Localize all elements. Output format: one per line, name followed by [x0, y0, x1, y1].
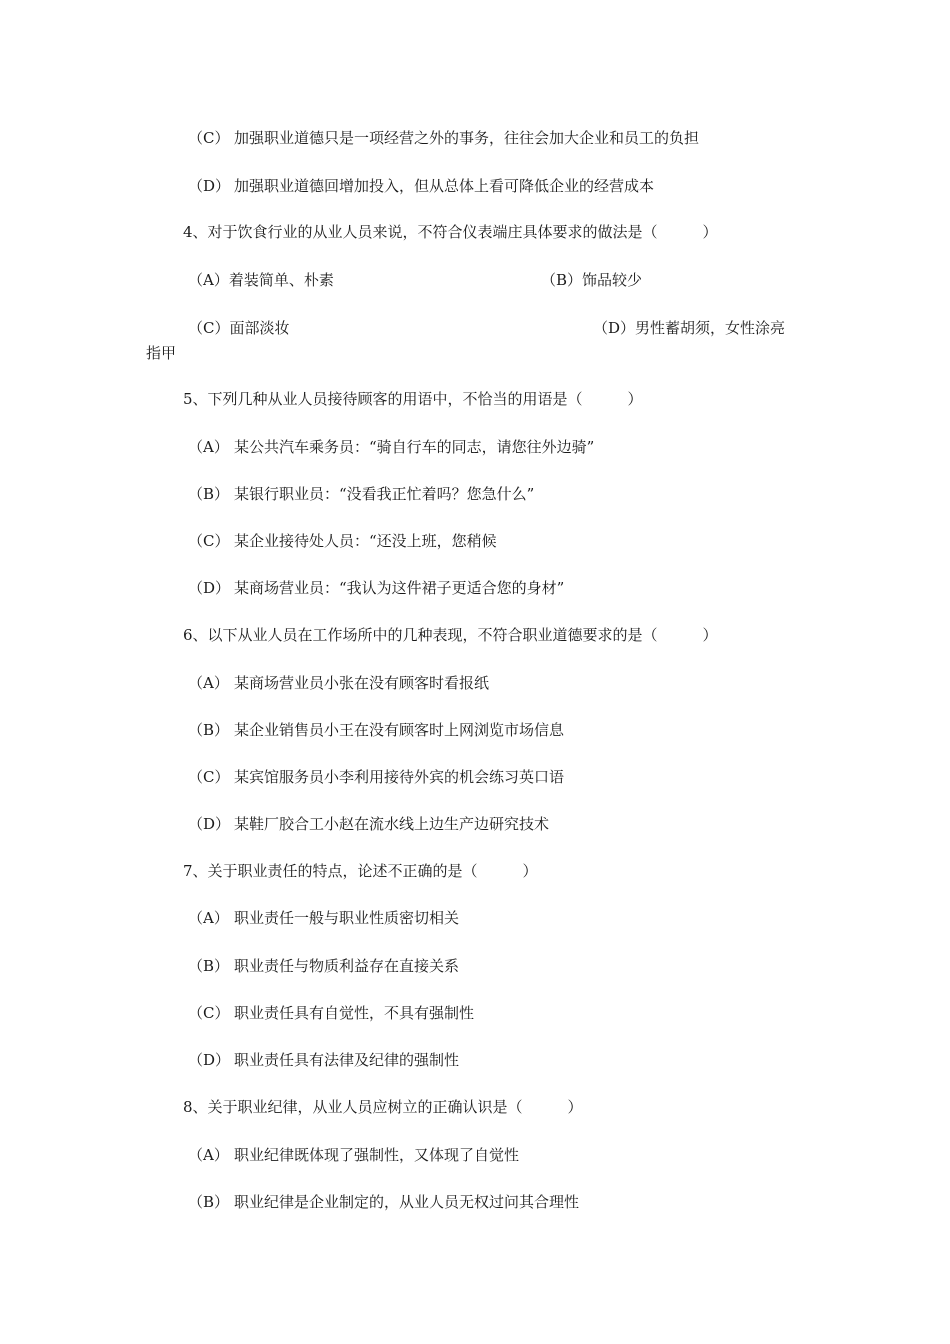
option-text: 职业责任具有自觉性，不具有强制性 — [234, 1004, 475, 1022]
option-label: （D） — [188, 579, 231, 597]
option-label: （B） — [188, 485, 230, 503]
q5-option-d — [188, 578, 564, 598]
option-text: 某鞋厂胶合工小赵在流水线上边生产边研究技术 — [234, 815, 550, 833]
option-label: （A） — [188, 674, 229, 692]
option-text: 职业纪律既体现了强制性，又体现了自觉性 — [234, 1146, 520, 1164]
option-label: （C） — [188, 129, 230, 147]
option-text: 某商场营业员小张在没有顾客时看报纸 — [234, 674, 490, 692]
option-label: （B） — [188, 721, 230, 739]
q4-option-d: （D）男性蓄胡须，女性涂亮 — [593, 319, 786, 337]
q5-option-c — [188, 531, 497, 551]
option-text: 某商场营业员：“我认为这件裙子更适合您的身材” — [234, 579, 565, 597]
option-text: 加强职业道德只是一项经营之外的事务，往往会加大企业和员工的负担 — [234, 129, 700, 147]
q4-option-a: （A）着装简单、朴素 — [188, 271, 334, 289]
option-text: 加强职业道德回增加投入，但从总体上看可降低企业的经营成本 — [234, 177, 655, 195]
q6-option-a — [188, 673, 489, 693]
q6-option-d — [188, 814, 549, 834]
q4-option-b: （B）饰品较少 — [541, 271, 643, 289]
q7-option-b — [188, 956, 459, 976]
option-text: 某宾馆服务员小李利用接待外宾的机会练习英口语 — [234, 768, 565, 786]
q8-option-a — [188, 1145, 519, 1165]
q6-stem: 6、以下从业人员在工作场所中的几种表现，不符合职业道德要求的是（ ） — [183, 626, 718, 644]
q7-stem: 7、关于职业责任的特点，论述不正确的是（ ） — [183, 862, 538, 880]
option-label: （A） — [188, 438, 229, 456]
option-text: 某公共汽车乘务员：“骑自行车的同志，请您往外边骑” — [234, 438, 595, 456]
option-label: （A） — [188, 1146, 229, 1164]
option-label: （C） — [188, 532, 230, 550]
option-label: （C） — [188, 1004, 230, 1022]
q7-option-d — [188, 1050, 459, 1070]
option-label: （B） — [188, 1193, 230, 1211]
option-label: （B） — [188, 957, 230, 975]
option-label: （C） — [188, 768, 230, 786]
option-text: 职业纪律是企业制定的，从业人员无权过问其合理性 — [234, 1193, 580, 1211]
option-text: 某银行职业员：“没看我正忙着吗？您急什么” — [234, 485, 535, 503]
option-text: 职业责任与物质利益存在直接关系 — [234, 957, 460, 975]
q8-option-b — [188, 1192, 579, 1212]
option-label: （D） — [188, 177, 231, 195]
option-label: （D） — [188, 1051, 231, 1069]
q4-stem: 4、对于饮食行业的从业人员来说，不符合仪表端庄具体要求的做法是（ ） — [183, 223, 718, 241]
q4-option-d-wrap: 指甲 — [146, 344, 177, 362]
option-label: （A） — [188, 909, 229, 927]
q6-option-c — [188, 767, 564, 787]
q3-option-d — [188, 176, 654, 196]
option-text: 职业责任一般与职业性质密切相关 — [234, 909, 460, 927]
option-text: 职业责任具有法律及纪律的强制性 — [234, 1051, 460, 1069]
option-text: 某企业销售员小王在没有顾客时上网浏览市场信息 — [234, 721, 565, 739]
q5-option-b — [188, 484, 534, 504]
q5-option-a — [188, 437, 594, 457]
option-text: 某企业接待处人员：“还没上班，您稍候 — [234, 532, 497, 550]
q8-stem: 8、关于职业纪律，从业人员应树立的正确认识是（ ） — [183, 1098, 583, 1116]
option-label: （D） — [188, 815, 231, 833]
q3-option-c — [188, 128, 699, 148]
q7-option-c — [188, 1003, 474, 1023]
q4-option-c: （C）面部淡妆 — [188, 319, 290, 337]
q7-option-a — [188, 908, 459, 928]
q5-stem: 5、下列几种从业人员接待顾客的用语中，不恰当的用语是（ ） — [183, 390, 643, 408]
q6-option-b — [188, 720, 564, 740]
